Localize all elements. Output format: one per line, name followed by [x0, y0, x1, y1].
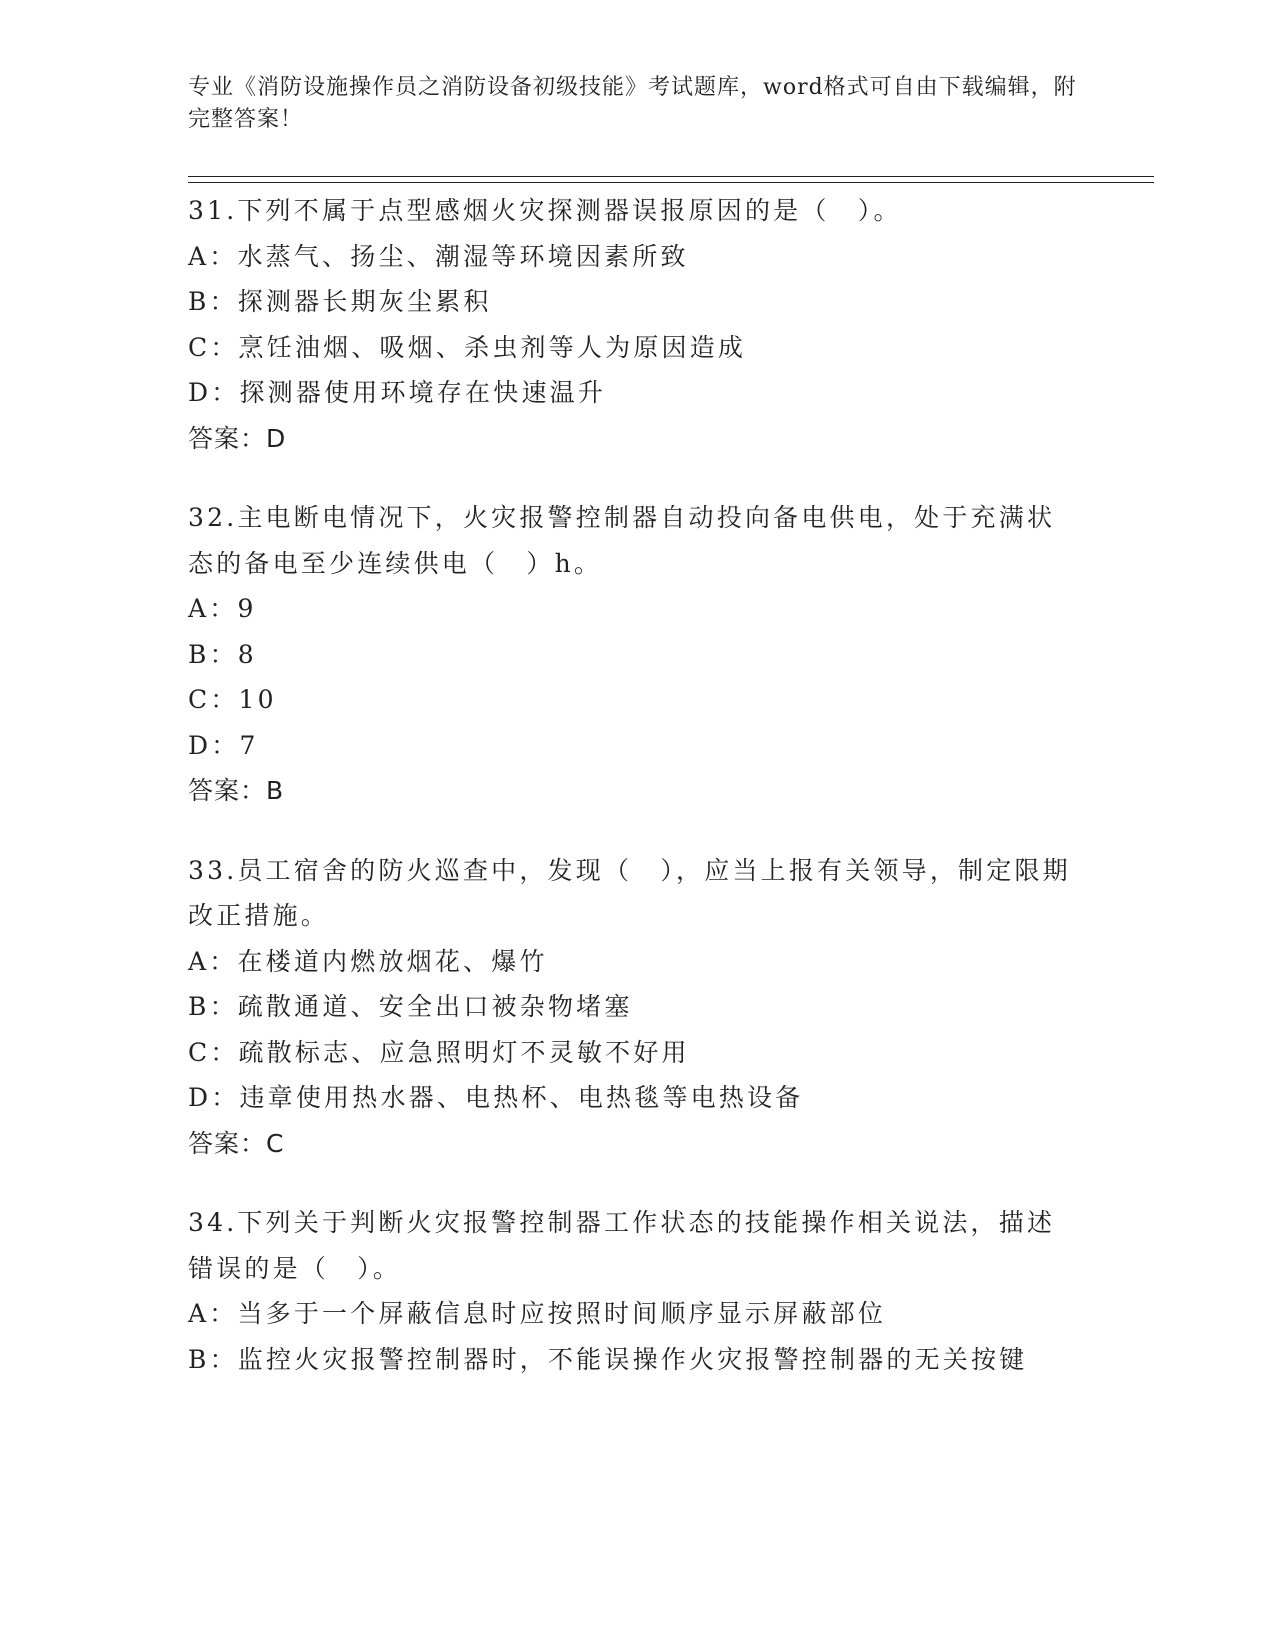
option-a: A：水蒸气、扬尘、潮湿等环境因素所致	[188, 241, 689, 271]
question-stem: 32.主电断电情况下，火灾报警控制器自动投向备电供电，处于充满状态的备电至少连续供电（ ）h。	[188, 503, 1056, 578]
option-c: C：10	[188, 685, 277, 714]
option-c: C：疏散标志、应急照明灯不灵敏不好用	[188, 1037, 690, 1067]
question-stem: 31.下列不属于点型感烟火灾探测器误报原因的是（ ）。	[188, 196, 902, 225]
option-d: D：探测器使用环境存在快速温升	[188, 378, 607, 407]
question-33	[188, 848, 1088, 1167]
question-stem: 33.员工宿舍的防火巡查中，发现（ ），应当上报有关领导，制定限期改正措施。	[188, 855, 1071, 930]
option-d: D：7	[188, 730, 259, 760]
option-a: A：当多于一个屏蔽信息时应按照时间顺序显示屏蔽部位	[188, 1299, 887, 1328]
answer-text: 答案：B	[188, 776, 285, 805]
option-a: A：在楼道内燃放烟花、爆竹	[188, 946, 548, 976]
option-b: B：疏散通道、安全出口被杂物堵塞	[188, 992, 633, 1021]
header-divider-bottom	[188, 182, 1154, 183]
answer-text: 答案：D	[188, 423, 287, 453]
option-b: B：监控火灾报警控制器时，不能误操作火灾报警控制器的无关按键	[188, 1344, 1028, 1374]
question-31	[188, 188, 1088, 461]
option-a: A：9	[188, 594, 257, 623]
question-stem: 34.下列关于判断火灾报警控制器工作状态的技能操作相关说法，描述错误的是（ ）。	[188, 1208, 1056, 1283]
question-32	[188, 495, 1088, 814]
answer-text: 答案：C	[188, 1128, 285, 1158]
question-list	[188, 188, 1088, 1416]
document-header: 专业《消防设施操作员之消防设备初级技能》考试题库，word格式可自由下载编辑，附完整答案！	[188, 75, 1077, 132]
question-34	[188, 1200, 1088, 1382]
header-divider-top	[188, 176, 1154, 177]
option-b: B：8	[188, 639, 257, 669]
option-d: D：违章使用热水器、电热杯、电热毯等电热设备	[188, 1083, 804, 1112]
option-c: C：烹饪油烟、吸烟、杀虫剂等人为原因造成	[188, 332, 747, 362]
option-b: B：探测器长期灰尘累积	[188, 287, 492, 316]
